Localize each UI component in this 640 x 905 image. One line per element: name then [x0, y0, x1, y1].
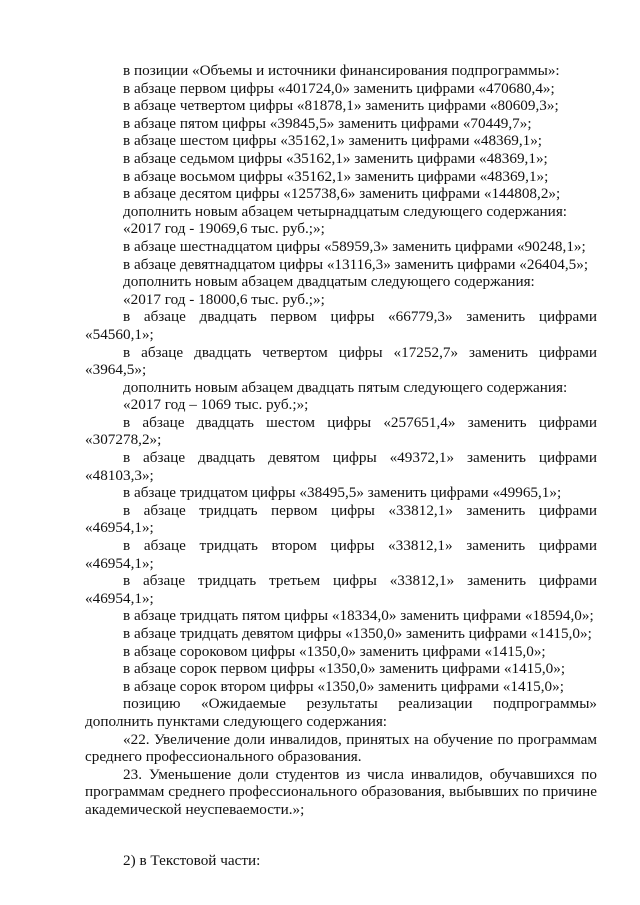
- paragraph-27: в абзаце сороковом цифры «1350,0» заменить цифрами «1415,0»;: [123, 642, 546, 660]
- paragraph-2: в абзаце первом цифры «401724,0» заменить цифрами «470680,4»;: [123, 79, 555, 97]
- paragraph-31: «22. Увеличение доли инвалидов, принятых на обучение по программам среднего профессионального образования.: [85, 730, 597, 766]
- paragraph-21: в абзаце тридцатом цифры «38495,5» заменить цифрами «49965,1»;: [123, 484, 562, 502]
- paragraph-17: дополнить новым абзацем двадцать пятым следующего содержания:: [123, 378, 568, 396]
- paragraph-26: в абзаце тридцать девятом цифры «1350,0» заменить цифрами «1415,0»;: [123, 625, 592, 642]
- paragraph-7: в абзаце восьмом цифры «35162,1» заменить цифрами «48369,1»;: [123, 167, 549, 185]
- paragraph-20: в абзаце двадцать девятом цифры «49372,1» заменить цифрами «48103,3»;: [85, 449, 597, 484]
- paragraph-8: в абзаце десятом цифры «125738,6» заменить цифрами «144808,2»;: [123, 185, 561, 203]
- paragraph-14: «2017 год - 18000,6 тыс. руб.;»;: [123, 290, 325, 308]
- paragraph-3: в абзаце четвертом цифры «81878,1» заменить цифрами «80609,3»;: [123, 97, 559, 115]
- paragraph-23: в абзаце тридцать втором цифры «33812,1» заменить цифрами «46954,1»;: [85, 537, 597, 572]
- paragraph-12: в абзаце девятнадцатом цифры «13116,3» заменить цифрами «26404,5»;: [123, 255, 589, 273]
- paragraph-6: в абзаце седьмом цифры «35162,1» заменить цифрами «48369,1»;: [123, 149, 548, 167]
- paragraph-22: в абзаце тридцать первом цифры «33812,1» заменить цифрами «46954,1»;: [85, 501, 597, 537]
- paragraph-30: позицию «Ожидаемые результаты реализации подпрограммы» дополнить пунктами следующего содержания:: [85, 695, 597, 730]
- paragraph-9: дополнить новым абзацем четырнадцатым следующего содержания:: [123, 202, 568, 220]
- paragraph-28: в абзаце сорок первом цифры «1350,0» заменить цифрами «1415,0»;: [123, 660, 566, 678]
- document-page: [85, 62, 597, 869]
- paragraph-29: в абзаце сорок втором цифры «1350,0» заменить цифрами «1415,0»;: [123, 677, 564, 695]
- paragraph-32: 23. Уменьшение доли студентов из числа инвалидов, обучавшихся по программам среднего профессионального образования, выбывших по причине академической неуспеваемости.»;: [85, 765, 597, 818]
- paragraph-4: в абзаце пятом цифры «39845,5» заменить цифрами «70449,7»;: [123, 114, 532, 132]
- paragraph-13: дополнить новым абзацем двадцатым следующего содержания:: [123, 273, 535, 291]
- paragraph-5: в абзаце шестом цифры «35162,1» заменить цифрами «48369,1»;: [123, 132, 543, 150]
- paragraph-15: в абзаце двадцать первом цифры «66779,3» заменить цифрами «54560,1»;: [85, 308, 597, 343]
- paragraph-33: 2) в Текстовой части:: [123, 851, 261, 869]
- paragraph-19: в абзаце двадцать шестом цифры «257651,4» заменить цифрами «307278,2»;: [85, 413, 597, 449]
- paragraph-11: в абзаце шестнадцатом цифры «58959,3» заменить цифрами «90248,1»;: [123, 237, 586, 255]
- paragraph-1: в позиции «Объемы и источники финансирования подпрограммы»:: [123, 62, 560, 79]
- paragraph-16: в абзаце двадцать четвертом цифры «17252,7» заменить цифрами «3964,5»;: [85, 343, 597, 379]
- paragraph-10: «2017 год - 19069,6 тыс. руб.;»;: [123, 220, 325, 238]
- paragraph-18: «2017 год – 1069 тыс. руб.;»;: [123, 396, 309, 414]
- paragraph-25: в абзаце тридцать пятом цифры «18334,0» заменить цифрами «18594,0»;: [123, 607, 594, 625]
- paragraph-24: в абзаце тридцать третьем цифры «33812,1» заменить цифрами «46954,1»;: [85, 572, 597, 607]
